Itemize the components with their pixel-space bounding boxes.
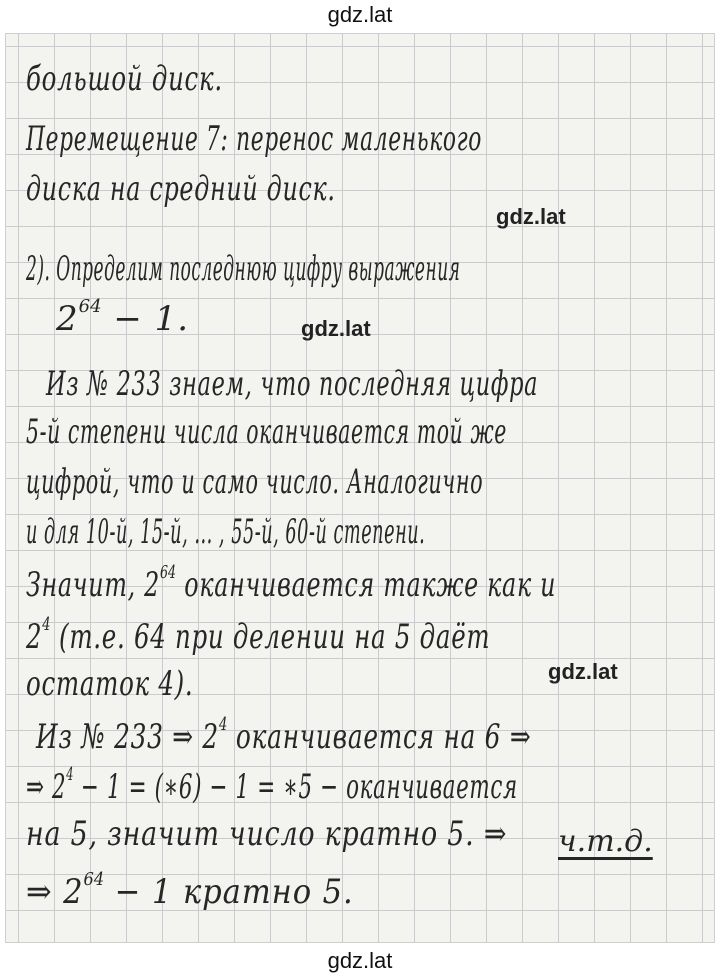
- power-base: 2: [144, 565, 160, 605]
- line-prefix: Из № 233 ⇒: [36, 717, 203, 757]
- text-line-3: диска на средний диск.: [26, 169, 336, 209]
- text-line-1: большой диск.: [26, 59, 223, 99]
- text-line-6: Из № 233 знаем, что последняя цифра: [46, 364, 539, 404]
- text-line-15: на 5, значит число кратно 5. ⇒: [26, 814, 508, 854]
- watermark-overlay: gdz.lat: [301, 316, 371, 341]
- power-rest: − 1.: [101, 299, 190, 339]
- line-prefix: Значит,: [26, 565, 145, 605]
- text-line-10: [26, 562, 556, 605]
- power-base: 2: [63, 872, 84, 912]
- power-rest: (т.е. 64 при делении на 5 даёт: [50, 617, 491, 657]
- text-line-4: 2). Определим последнюю цифру выражения: [26, 249, 461, 289]
- line-prefix: ⇒: [26, 872, 64, 912]
- bottom-watermark: gdz.lat: [327, 948, 393, 973]
- text-line-7: 5-й степени числа оканчивается той же: [26, 412, 507, 452]
- text-line-2: Перемещение 7: перенос маленького: [26, 119, 482, 159]
- text-line-9: и для 10-й, 15-й, ... , 55-й, 60-й степени.: [26, 512, 426, 552]
- text-line-8: цифрой, что и само число. Аналогично: [26, 462, 484, 502]
- text-line-16: [26, 869, 354, 912]
- notebook-page: [5, 33, 715, 943]
- power-rest: оканчивается на 6 ⇒: [227, 717, 532, 757]
- power-base: 2: [202, 717, 219, 757]
- text-line-11: [26, 614, 490, 657]
- power-rest: оканчивается также как и: [176, 565, 557, 605]
- power-exponent: 64: [78, 296, 102, 317]
- power-base: 2: [26, 617, 43, 657]
- power-exponent: 4: [218, 714, 228, 735]
- line-prefix: ⇒: [26, 767, 53, 807]
- power-base: 2: [52, 767, 67, 807]
- text-line-13: [36, 714, 531, 757]
- watermark-overlay: gdz.lat: [548, 659, 618, 684]
- power-exponent: 64: [159, 562, 177, 583]
- power-rest: − 1 = (∗6) − 1 = ∗5 − оканчивается: [73, 767, 518, 807]
- top-watermark: gdz.lat: [327, 2, 393, 27]
- text-line-14: [26, 764, 518, 807]
- power-exponent: 4: [42, 614, 51, 635]
- text-line-5: [56, 296, 189, 339]
- power-base: 2: [56, 299, 79, 339]
- text-line-12: остаток 4).: [26, 664, 194, 704]
- power-rest: − 1 кратно 5.: [104, 872, 354, 912]
- power-exponent: 4: [66, 764, 74, 785]
- qed-signoff: ч.т.д.: [558, 824, 653, 859]
- watermark-overlay: gdz.lat: [496, 204, 566, 229]
- power-exponent: 64: [83, 869, 105, 890]
